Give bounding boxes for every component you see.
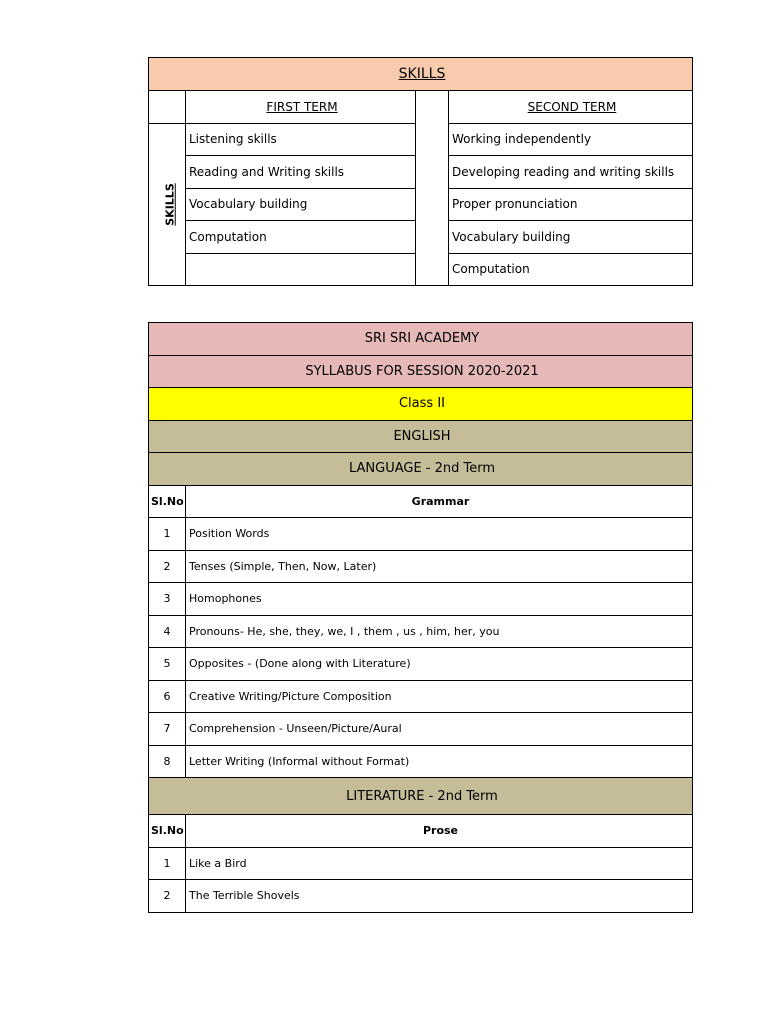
row-number: 1 <box>149 518 186 551</box>
school-name: SRI SRI ACADEMY <box>149 323 693 356</box>
grammar-item: Opposites - (Done along with Literature) <box>186 648 693 681</box>
table-row <box>149 745 693 778</box>
grammar-heading: Grammar <box>186 485 693 518</box>
table-row <box>149 615 693 648</box>
table-row <box>149 518 693 551</box>
table-row <box>149 680 693 713</box>
second-term-skill: Proper pronunciation <box>449 188 693 221</box>
row-number: 7 <box>149 713 186 746</box>
subject-heading: ENGLISH <box>149 420 693 453</box>
prose-item: Like a Bird <box>186 847 693 880</box>
skills-spacer-column <box>416 91 449 286</box>
second-term-skill: Computation <box>449 253 693 286</box>
row-number: 2 <box>149 550 186 583</box>
grammar-sl-no-heading: Sl.No <box>149 485 186 518</box>
syllabus-table <box>148 322 693 913</box>
row-number: 4 <box>149 615 186 648</box>
second-term-skill: Vocabulary building <box>449 221 693 254</box>
table-row <box>149 847 693 880</box>
prose-sl-no-heading: Sl.No <box>149 815 186 848</box>
grammar-item: Tenses (Simple, Then, Now, Later) <box>186 550 693 583</box>
second-term-skill: Developing reading and writing skills <box>449 156 693 189</box>
table-row <box>149 550 693 583</box>
skills-side-label-cell <box>149 123 186 286</box>
first-term-skill <box>186 253 416 286</box>
prose-item: The Terrible Shovels <box>186 880 693 913</box>
row-number: 6 <box>149 680 186 713</box>
row-number: 5 <box>149 648 186 681</box>
first-term-skill: Reading and Writing skills <box>186 156 416 189</box>
skills-side-label: SKILLS <box>163 183 177 226</box>
session-heading: SYLLABUS FOR SESSION 2020-2021 <box>149 355 693 388</box>
second-term-heading: SECOND TERM <box>449 91 693 124</box>
literature-term-heading: LITERATURE - 2nd Term <box>149 778 693 815</box>
table-row <box>149 880 693 913</box>
prose-heading: Prose <box>186 815 693 848</box>
grammar-item: Comprehension - Unseen/Picture/Aural <box>186 713 693 746</box>
row-number: 1 <box>149 847 186 880</box>
first-term-skill: Computation <box>186 221 416 254</box>
language-term-heading: LANGUAGE - 2nd Term <box>149 453 693 486</box>
grammar-item: Position Words <box>186 518 693 551</box>
table-row <box>149 583 693 616</box>
grammar-item: Creative Writing/Picture Composition <box>186 680 693 713</box>
table-row <box>149 713 693 746</box>
first-term-skill: Vocabulary building <box>186 188 416 221</box>
skills-table <box>148 57 693 286</box>
grammar-item: Homophones <box>186 583 693 616</box>
row-number: 2 <box>149 880 186 913</box>
grammar-item: Letter Writing (Informal without Format) <box>186 745 693 778</box>
first-term-skill: Listening skills <box>186 123 416 156</box>
skills-corner-cell <box>149 91 186 124</box>
row-number: 3 <box>149 583 186 616</box>
table-row <box>149 648 693 681</box>
class-heading: Class II <box>149 388 693 421</box>
first-term-heading: FIRST TERM <box>186 91 416 124</box>
grammar-item: Pronouns- He, she, they, we, I , them , us , him, her, you <box>186 615 693 648</box>
second-term-skill: Working independently <box>449 123 693 156</box>
row-number: 8 <box>149 745 186 778</box>
skills-title: SKILLS <box>149 58 693 91</box>
